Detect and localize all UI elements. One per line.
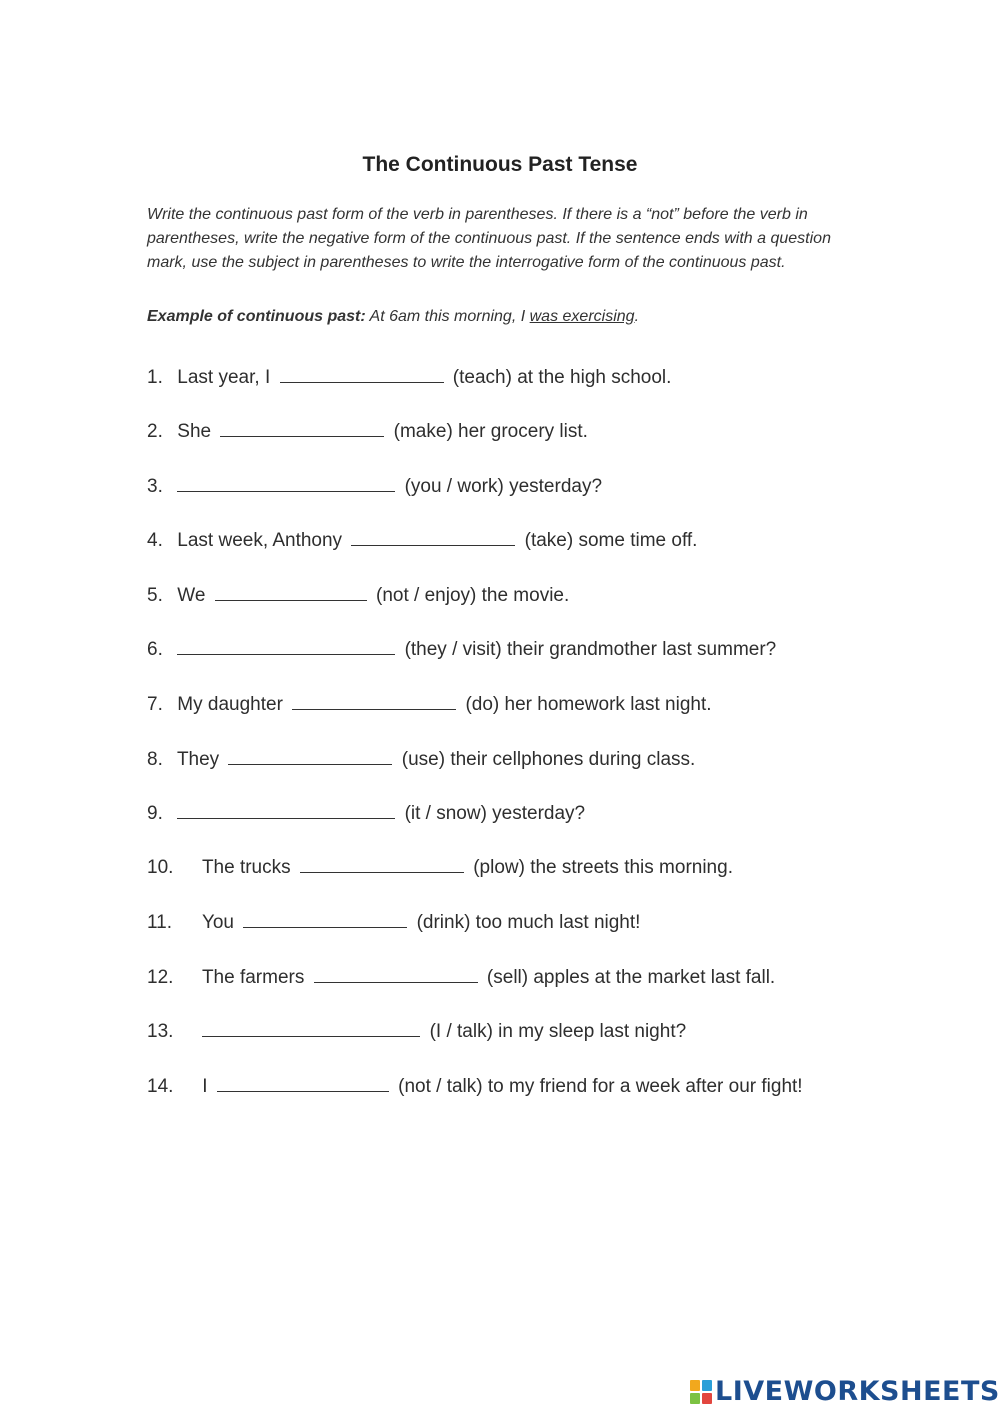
- example-text: At 6am this morning, I: [369, 308, 526, 325]
- item-text-before: The trucks: [201, 857, 291, 878]
- item-text-before: They: [176, 749, 220, 770]
- item-number: 8.: [147, 749, 163, 770]
- exercise-item-14: [147, 1073, 803, 1098]
- item-text-after: (you / work) yesterday?: [404, 476, 603, 497]
- answer-blank[interactable]: [215, 582, 367, 601]
- liveworksheets-logo: [690, 1376, 1000, 1407]
- item-number: 2.: [147, 421, 163, 442]
- worksheet-title: The Continuous Past Tense: [362, 153, 638, 176]
- item-number: 3.: [147, 476, 163, 497]
- logo-square: [690, 1393, 700, 1404]
- answer-blank[interactable]: [177, 473, 395, 492]
- answer-blank[interactable]: [217, 1073, 389, 1092]
- item-number: 14.: [147, 1076, 174, 1097]
- exercise-item-8: [147, 746, 695, 771]
- exercise-item-9: [147, 800, 585, 825]
- item-text-after: (use) their cellphones during class.: [401, 749, 696, 770]
- exercise-item-12: [147, 964, 775, 989]
- exercise-item-13: [147, 1018, 686, 1043]
- exercise-item-11: [147, 909, 640, 934]
- instructions: Write the continuous past form of the verb in parentheses. If there is a “not” before the verb in parentheses, write the negative form of the continuous past. If the sentence ends with a question mark, use the subject in parentheses to write the interrogative form of the continuous past.: [147, 206, 831, 271]
- answer-blank[interactable]: [314, 964, 478, 983]
- exercise-item-5: [147, 582, 569, 607]
- example-answer: was exercising: [529, 308, 635, 325]
- exercise-item-10: [147, 854, 733, 879]
- answer-blank[interactable]: [243, 909, 407, 928]
- item-number: 11.: [147, 912, 173, 933]
- item-text-after: (sell) apples at the market last fall.: [486, 967, 776, 988]
- item-number: 7.: [147, 694, 163, 715]
- item-text-before: I: [202, 1076, 208, 1097]
- answer-blank[interactable]: [280, 364, 444, 383]
- example-label: Example of continuous past:: [147, 308, 366, 325]
- item-text-after: (I / talk) in my sleep last night?: [429, 1021, 687, 1042]
- exercise-item-6: [147, 636, 776, 661]
- item-text-before: You: [201, 912, 234, 933]
- answer-blank[interactable]: [202, 1018, 420, 1037]
- item-text-before: Last year, I: [177, 367, 271, 388]
- item-text-before: We: [177, 585, 206, 606]
- item-text-before: Last week, Anthony: [177, 530, 343, 551]
- item-text-after: (teach) at the high school.: [452, 367, 672, 388]
- item-number: 1.: [147, 367, 163, 388]
- item-text-after: (not / enjoy) the movie.: [376, 585, 570, 606]
- exercise-item-4: [147, 527, 697, 552]
- exercise-item-3: [147, 473, 602, 498]
- answer-blank[interactable]: [351, 527, 515, 546]
- item-number: 9.: [147, 803, 163, 824]
- item-number: 13.: [147, 1021, 174, 1042]
- logo-square: [702, 1380, 712, 1391]
- item-text-after: (not / talk) to my friend for a week after our fight!: [398, 1076, 803, 1097]
- example-line: [147, 308, 867, 326]
- item-text-after: (it / snow) yesterday?: [404, 803, 586, 824]
- item-text-before: She: [177, 421, 212, 442]
- example-end: .: [634, 308, 640, 325]
- item-text-after: (drink) too much last night!: [416, 912, 641, 933]
- item-number: 4.: [147, 530, 163, 551]
- answer-blank[interactable]: [228, 746, 392, 765]
- answer-blank[interactable]: [220, 418, 384, 437]
- exercise-item-7: [147, 691, 712, 716]
- item-text-before: My daughter: [177, 694, 283, 715]
- item-text-after: (make) her grocery list.: [393, 421, 588, 442]
- answer-blank[interactable]: [177, 636, 395, 655]
- answer-blank[interactable]: [292, 691, 456, 710]
- answer-blank[interactable]: [300, 854, 464, 873]
- logo-square: [702, 1393, 712, 1404]
- answer-blank[interactable]: [177, 800, 395, 819]
- item-text-after: (plow) the streets this morning.: [473, 857, 733, 878]
- item-text-after: (do) her homework last night.: [465, 694, 712, 715]
- item-text-after: (they / visit) their grandmother last summer?: [404, 639, 777, 660]
- exercise-item-2: [147, 418, 588, 443]
- item-number: 6.: [147, 639, 163, 660]
- item-text-after: (take) some time off.: [524, 530, 698, 551]
- exercise-item-1: [147, 364, 671, 389]
- item-number: 5.: [147, 585, 163, 606]
- item-text-before: The farmers: [201, 967, 305, 988]
- item-number: 12.: [147, 967, 174, 988]
- item-number: 10.: [147, 857, 174, 878]
- logo-text: LIVEWORKSHEETS: [715, 1376, 1000, 1407]
- logo-mark-icon: [690, 1380, 712, 1404]
- logo-square: [690, 1380, 700, 1391]
